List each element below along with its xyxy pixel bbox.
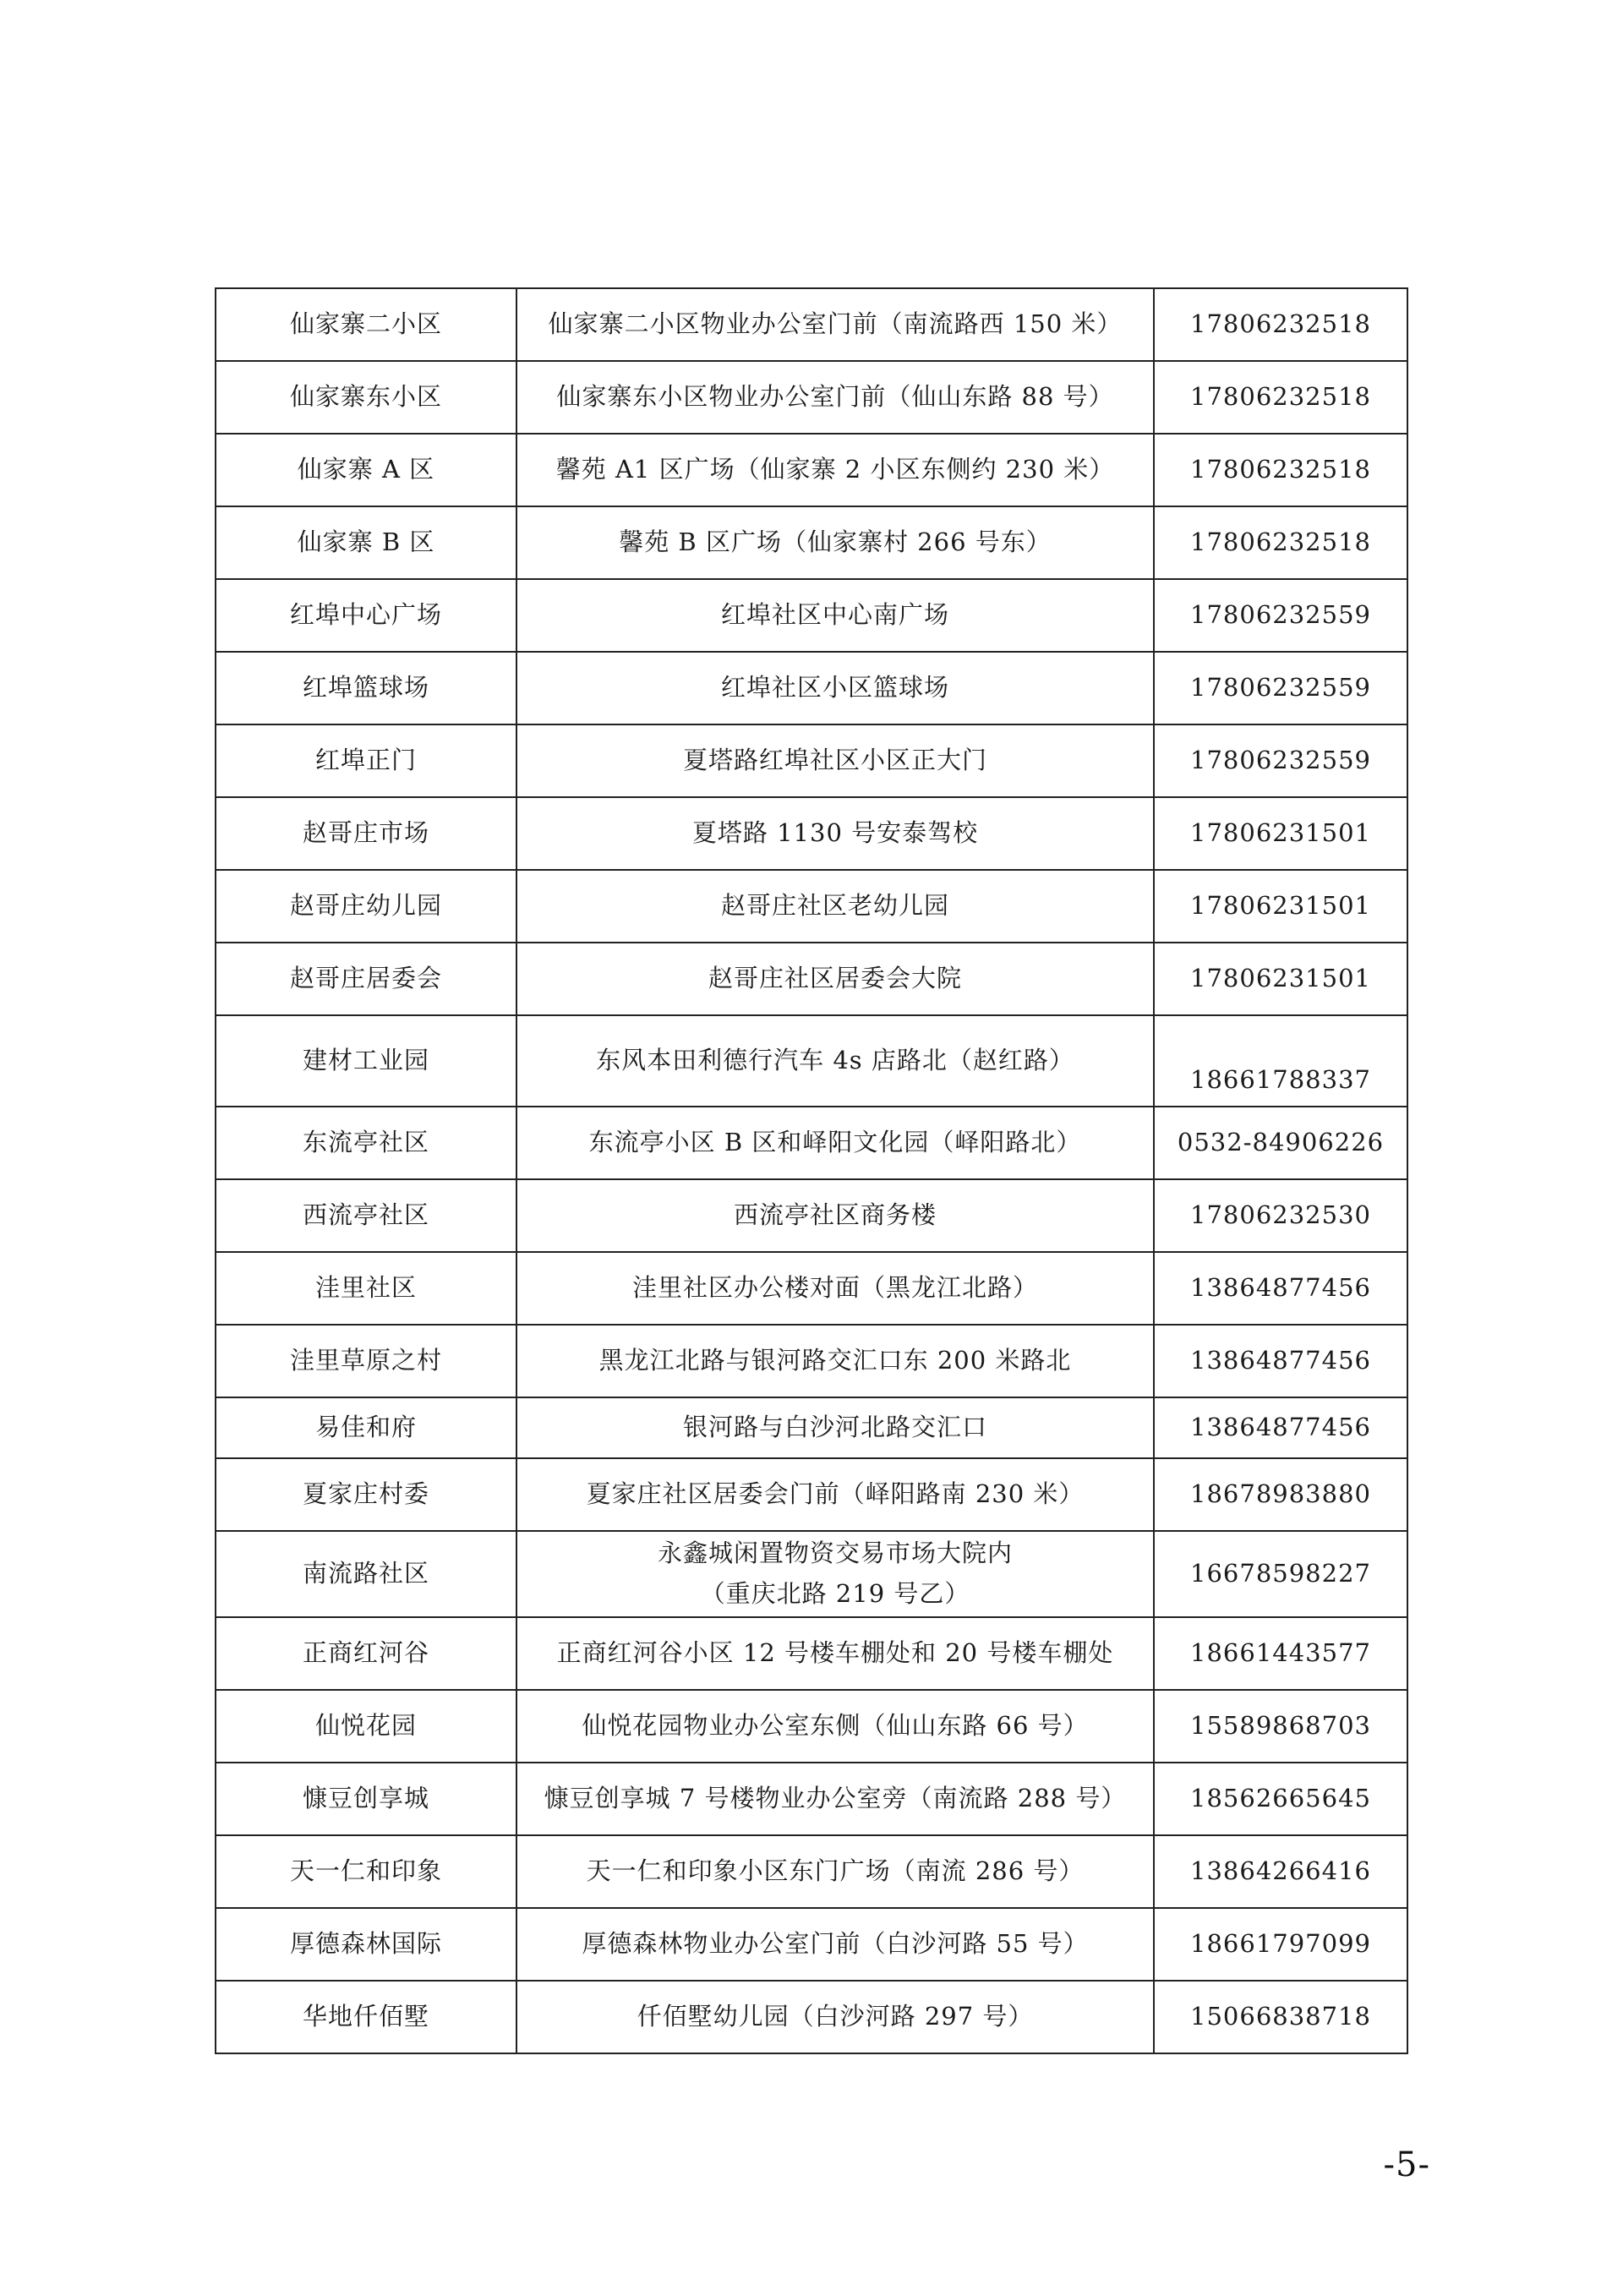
site-location-cell <box>516 1107 1154 1179</box>
contact-phone-cell: 17806232559 <box>1154 724 1407 797</box>
contact-phone-cell: 13864877456 <box>1154 1397 1407 1458</box>
site-location-cell <box>516 1325 1154 1397</box>
location-line: 馨苑 B 区广场（仙家寨村 266 号东） <box>619 528 1052 557</box>
location-line: 红埠社区小区篮球场 <box>720 673 949 702</box>
site-name-cell: 赵哥庄幼儿园 <box>216 870 516 943</box>
location-line: 东风本田利德行汽车 4s 店路北（赵红路） <box>596 1046 1074 1075</box>
location-line: 银河路与白沙河北路交汇口 <box>682 1413 987 1442</box>
contact-phone-cell: 15066838718 <box>1154 1981 1407 2053</box>
table-row <box>216 1763 1407 1835</box>
site-location-cell <box>516 506 1154 579</box>
site-name-cell: 洼里社区 <box>216 1252 516 1325</box>
contact-phone-cell: 17806231501 <box>1154 943 1407 1015</box>
location-line: 赵哥庄社区老幼儿园 <box>720 891 949 921</box>
table-row <box>216 1617 1407 1690</box>
contact-phone-cell: 13864877456 <box>1154 1325 1407 1397</box>
table-row <box>216 724 1407 797</box>
site-name-cell: 红埠中心广场 <box>216 579 516 652</box>
location-line: 夏塔路 1130 号安泰驾校 <box>691 818 979 848</box>
table-row <box>216 797 1407 870</box>
site-name-cell: 仙悦花园 <box>216 1690 516 1763</box>
contact-phone-cell: 17806232518 <box>1154 434 1407 506</box>
location-line: 夏塔路红埠社区小区正大门 <box>682 746 987 775</box>
table-row <box>216 1397 1407 1458</box>
contact-phone-cell: 17806232559 <box>1154 652 1407 724</box>
site-location-cell <box>516 579 1154 652</box>
contact-phone-cell: 17806231501 <box>1154 797 1407 870</box>
table-row <box>216 943 1407 1015</box>
location-line: 洼里社区办公楼对面（黑龙江北路） <box>631 1273 1038 1303</box>
site-location-cell <box>516 1690 1154 1763</box>
site-name-cell: 天一仁和印象 <box>216 1835 516 1908</box>
site-name-cell: 洼里草原之村 <box>216 1325 516 1397</box>
table-row <box>216 1690 1407 1763</box>
contact-phone-cell: 13864877456 <box>1154 1252 1407 1325</box>
site-location-cell <box>516 1015 1154 1107</box>
location-line: 西流亭社区商务楼 <box>733 1200 937 1230</box>
location-line: 慷豆创享城 7 号楼物业办公室旁（南流路 288 号） <box>544 1784 1127 1813</box>
contact-phone-cell: 13864266416 <box>1154 1835 1407 1908</box>
location-line: 天一仁和印象小区东门广场（南流 286 号） <box>586 1856 1085 1886</box>
site-name-cell: 东流亭社区 <box>216 1107 516 1179</box>
site-name-cell: 仙家寨 A 区 <box>216 434 516 506</box>
site-name-cell: 仙家寨 B 区 <box>216 506 516 579</box>
site-name-cell: 慷豆创享城 <box>216 1763 516 1835</box>
location-line: 仙悦花园物业办公室东侧（仙山东路 66 号） <box>582 1711 1089 1741</box>
contact-phone-cell: 17806232559 <box>1154 579 1407 652</box>
table-body <box>216 288 1407 2053</box>
table-row <box>216 1458 1407 1531</box>
site-location-cell <box>516 1835 1154 1908</box>
site-name-cell: 西流亭社区 <box>216 1179 516 1252</box>
table-row <box>216 1015 1407 1107</box>
page-number: -5- <box>1383 2146 1430 2184</box>
location-line: 赵哥庄社区居委会大院 <box>708 964 962 993</box>
testing-sites-table <box>215 287 1408 2054</box>
table-row <box>216 1908 1407 1981</box>
contact-phone-cell: 17806231501 <box>1154 870 1407 943</box>
contact-phone-cell: 17806232530 <box>1154 1179 1407 1252</box>
contact-phone-cell: 18661797099 <box>1154 1908 1407 1981</box>
table-row <box>216 1179 1407 1252</box>
contact-phone-cell: 17806232518 <box>1154 288 1407 361</box>
location-line: 仙家寨二小区物业办公室门前（南流路西 150 米） <box>548 309 1123 339</box>
contact-phone-cell: 15589868703 <box>1154 1690 1407 1763</box>
table-row <box>216 361 1407 434</box>
site-location-cell <box>516 870 1154 943</box>
contact-phone-cell: 16678598227 <box>1154 1531 1407 1617</box>
site-location-cell <box>516 1981 1154 2053</box>
location-line: 正商红河谷小区 12 号楼车棚处和 20 号楼车棚处 <box>556 1638 1114 1668</box>
site-location-cell <box>516 361 1154 434</box>
contact-phone-cell: 18661788337 <box>1154 1015 1407 1107</box>
site-location-cell <box>516 724 1154 797</box>
location-line: 黑龙江北路与银河路交汇口东 200 米路北 <box>598 1346 1072 1375</box>
site-name-cell: 赵哥庄居委会 <box>216 943 516 1015</box>
table-row <box>216 1531 1407 1617</box>
table-row <box>216 506 1407 579</box>
table-row <box>216 579 1407 652</box>
location-line: 厚德森林物业办公室门前（白沙河路 55 号） <box>582 1929 1089 1959</box>
contact-phone-cell: 17806232518 <box>1154 361 1407 434</box>
site-location-cell <box>516 1531 1154 1617</box>
site-location-cell <box>516 1252 1154 1325</box>
site-location-cell <box>516 1179 1154 1252</box>
site-location-cell <box>516 288 1154 361</box>
contact-phone-cell: 0532-84906226 <box>1154 1107 1407 1179</box>
site-location-cell <box>516 797 1154 870</box>
site-name-cell: 厚德森林国际 <box>216 1908 516 1981</box>
table-row <box>216 1107 1407 1179</box>
site-name-cell: 红埠篮球场 <box>216 652 516 724</box>
contact-phone-cell: 18562665645 <box>1154 1763 1407 1835</box>
table-row <box>216 652 1407 724</box>
table-row <box>216 870 1407 943</box>
site-name-cell: 红埠正门 <box>216 724 516 797</box>
site-name-cell: 建材工业园 <box>216 1015 516 1107</box>
site-location-cell <box>516 652 1154 724</box>
location-line: 夏家庄社区居委会门前（峄阳路南 230 米） <box>586 1479 1085 1509</box>
table-row <box>216 1835 1407 1908</box>
site-name-cell: 易佳和府 <box>216 1397 516 1458</box>
location-line: 仟佰墅幼儿园（白沙河路 297 号） <box>637 2002 1034 2031</box>
site-name-cell: 赵哥庄市场 <box>216 797 516 870</box>
site-name-cell: 华地仟佰墅 <box>216 1981 516 2053</box>
table-row <box>216 434 1407 506</box>
contact-phone-cell: 17806232518 <box>1154 506 1407 579</box>
location-line: 红埠社区中心南广场 <box>720 600 949 630</box>
location-line: 东流亭小区 B 区和峄阳文化园（峄阳路北） <box>588 1128 1082 1157</box>
site-location-cell <box>516 1458 1154 1531</box>
site-location-cell <box>516 1617 1154 1690</box>
contact-phone-cell: 18661443577 <box>1154 1617 1407 1690</box>
site-name-cell: 南流路社区 <box>216 1531 516 1617</box>
table-row <box>216 288 1407 361</box>
site-name-cell: 夏家庄村委 <box>216 1458 516 1531</box>
contact-phone-cell: 18678983880 <box>1154 1458 1407 1531</box>
site-name-cell: 仙家寨二小区 <box>216 288 516 361</box>
location-line: 永鑫城闲置物资交易市场大院内 <box>657 1539 1013 1568</box>
table-row <box>216 1981 1407 2053</box>
site-location-cell <box>516 1397 1154 1458</box>
site-location-cell <box>516 1908 1154 1981</box>
site-location-cell <box>516 434 1154 506</box>
site-name-cell: 正商红河谷 <box>216 1617 516 1690</box>
table-row <box>216 1252 1407 1325</box>
site-location-cell <box>516 1763 1154 1835</box>
site-location-cell <box>516 943 1154 1015</box>
site-name-cell: 仙家寨东小区 <box>216 361 516 434</box>
location-line: 馨苑 A1 区广场（仙家寨 2 小区东侧约 230 米） <box>555 455 1115 484</box>
location-line: （重庆北路 219 号乙） <box>700 1579 970 1608</box>
location-line: 仙家寨东小区物业办公室门前（仙山东路 88 号） <box>556 382 1114 412</box>
table-row <box>216 1325 1407 1397</box>
